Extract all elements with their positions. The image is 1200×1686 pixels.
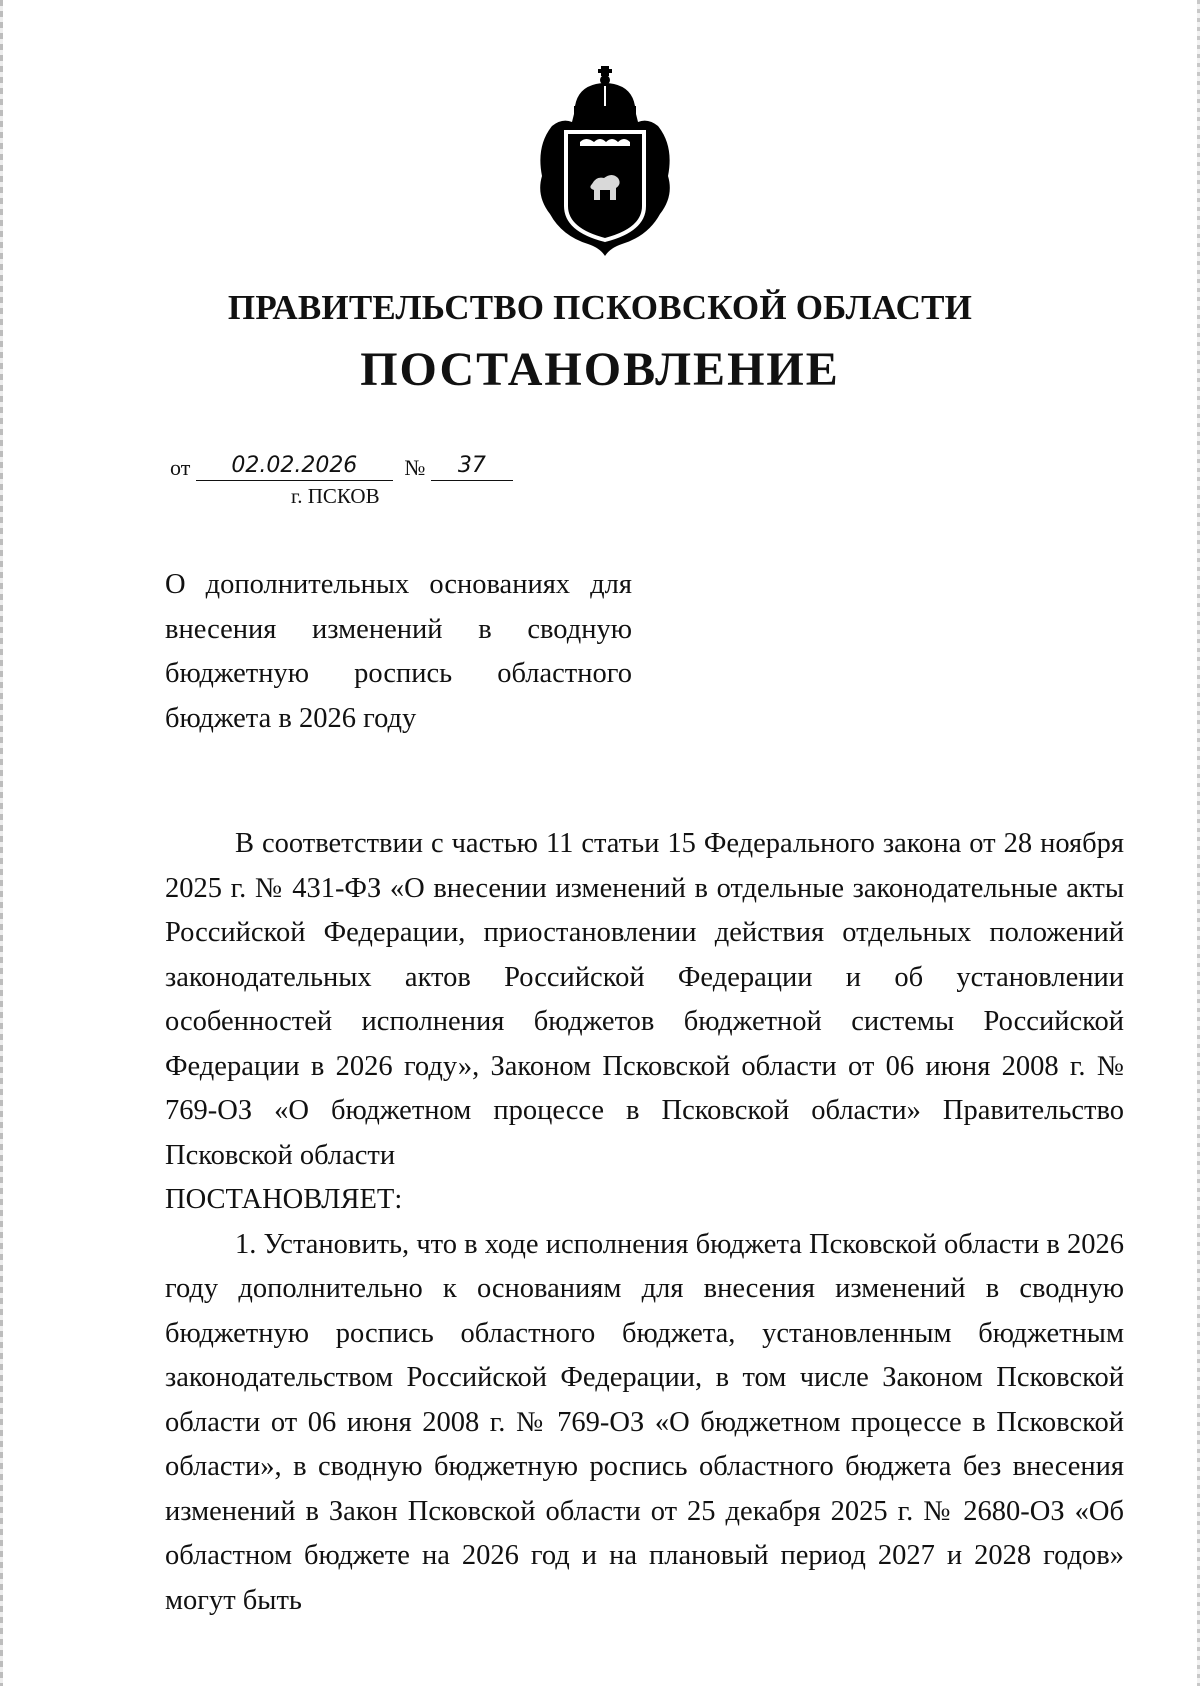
document-number: 37 [431, 453, 513, 481]
number-prefix: № [404, 455, 426, 480]
organization-title: ПРАВИТЕЛЬСТВО ПСКОВСКОЙ ОБЛАСТИ [227, 288, 973, 327]
preamble-paragraph: В соответствии с частью 11 статьи 15 Федерального закона от 28 ноября 2025 г. № 431-ФЗ «О внесении изменений в отдельные законодательные акты Российской Федерации, приостановлении действия отдельных положений законодательных актов Российской Федерации и об установлении особенностей исполнения бюджетов бюджетной системы Российской Федерации в 2026 году», Законом Псковской области от 06 июня 2008 г. № 769-ОЗ «О бюджетном процессе в Псковской области» Правительство Псковской области [165, 828, 1124, 1171]
scan-edge-left [0, 0, 3, 1686]
document-date: 02.02.2026 [196, 453, 393, 481]
pskov-coat-of-arms-icon [530, 66, 680, 256]
registration-line [170, 453, 513, 483]
clause-1-paragraph: 1. Установить, что в ходе исполнения бюджета Псковской области в 2026 году дополнительно к основаниям для внесения изменений в сводную бюджетную роспись областного бюджета, установленным бюджетным законодательством Российской Федерации, в том числе Законом Псковской области от 06 июня 2008 г. № 769-ОЗ «О бюджетном процессе в Псковской области», в сводную бюджетную роспись областного бюджета без внесения изменений в Закон Псковской области от 25 декабря 2025 г. № 2680-ОЗ «Об областном бюджете на 2026 год и на плановый период 2027 и 2028 годов» могут быть [165, 1228, 1124, 1616]
decree-word: ПОСТАНОВЛЯЕТ: [165, 1184, 403, 1215]
document-subject: О дополнительных основаниях для внесения изменений в сводную бюджетную роспись областного бюджета в 2026 году [165, 569, 632, 734]
date-prefix: от [170, 455, 191, 480]
document-type-title: ПОСТАНОВЛЕНИЕ [360, 343, 840, 396]
document-body [165, 822, 1124, 1623]
city-label: г. ПСКОВ [291, 484, 380, 508]
